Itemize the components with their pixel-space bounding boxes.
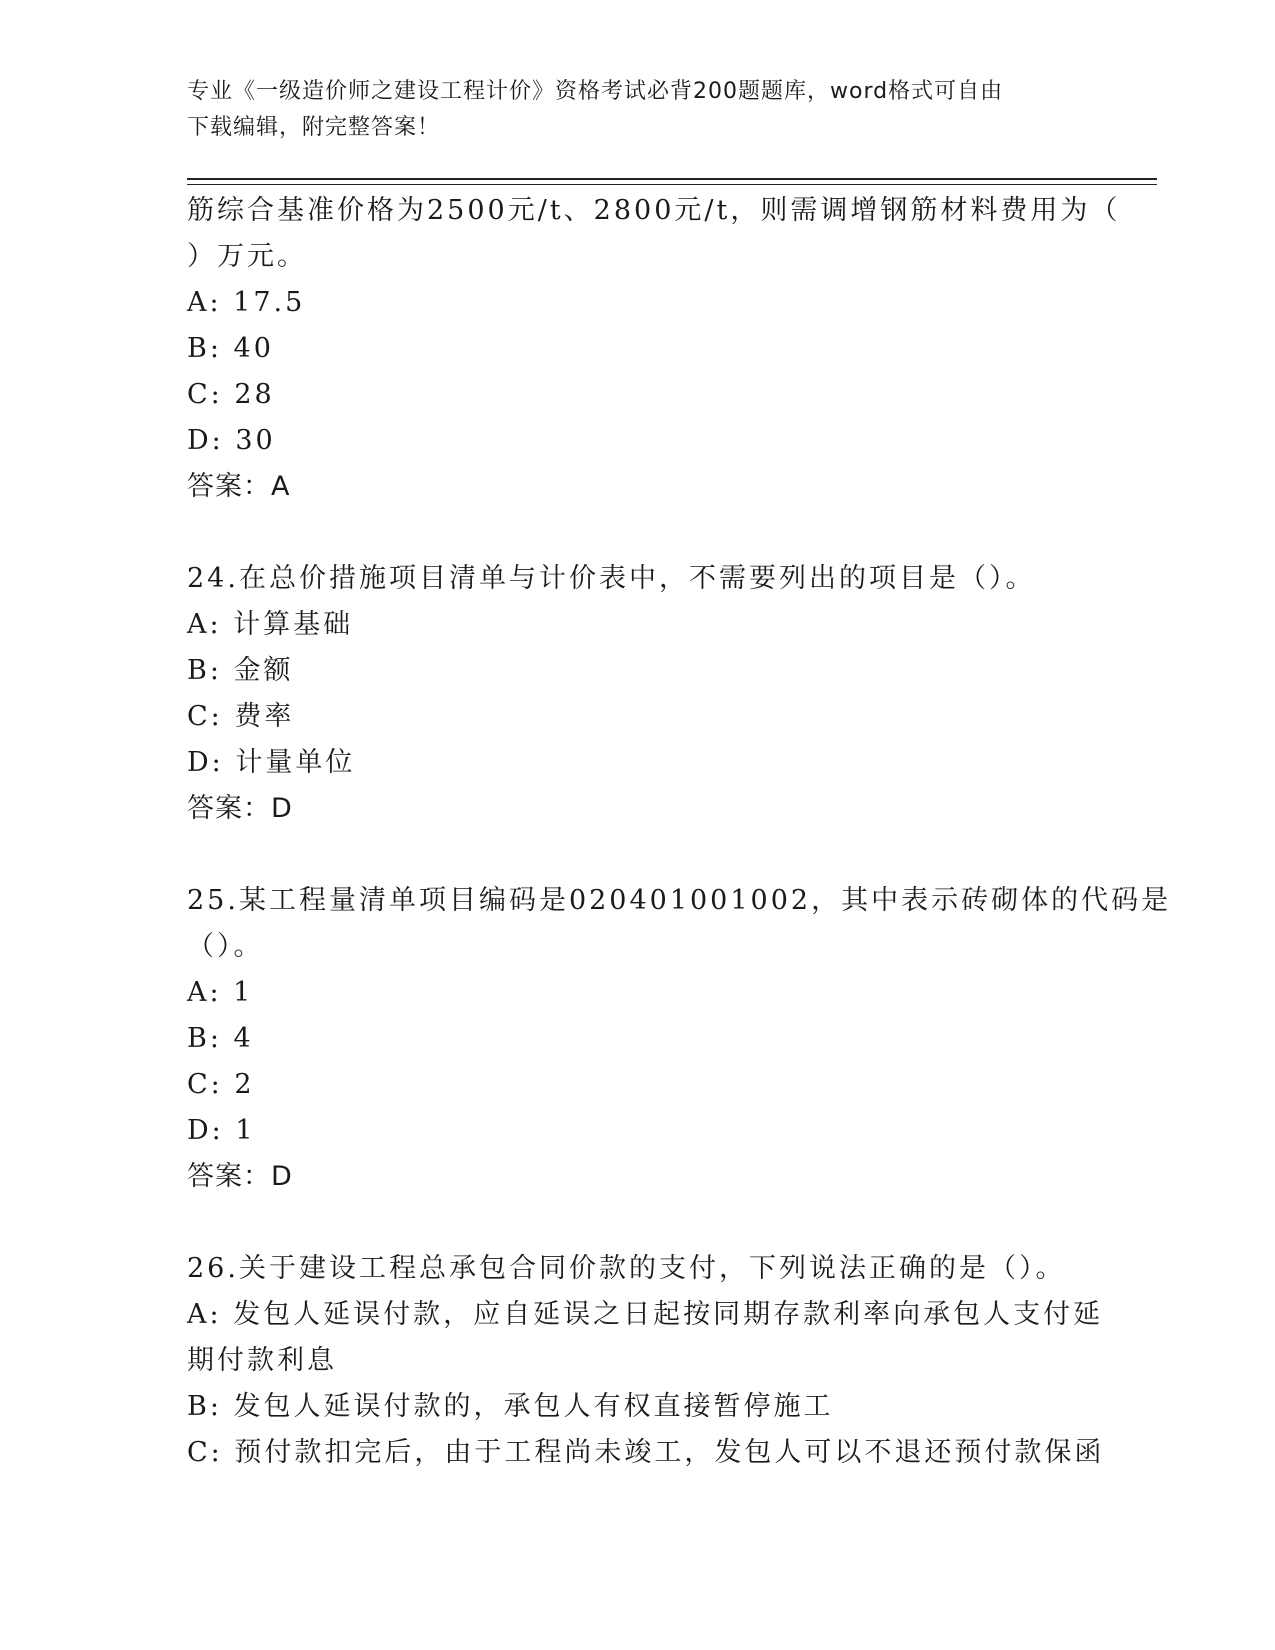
answer-line: 答案：A — [187, 471, 291, 502]
spacer — [187, 832, 1087, 878]
option-a: A: 发包人延误付款，应自延误之日起按同期存款利率向承包人支付延 — [187, 1299, 1104, 1330]
option-b: B: 4 — [187, 1023, 254, 1054]
option-a: A: 计算基础 — [187, 609, 354, 640]
option-c: C: 费率 — [187, 701, 295, 732]
question-25 — [187, 878, 1172, 1200]
header-rule-thick — [187, 178, 1157, 180]
answer-line: 答案：D — [187, 793, 293, 824]
question-list — [187, 188, 1172, 1476]
question-stem: ）万元。 — [187, 241, 307, 272]
question-stem: （）。 — [187, 931, 264, 962]
header-line-2: 下载编辑，附完整答案！ — [187, 115, 441, 140]
spacer — [187, 1200, 1087, 1246]
option-a-continued: 期付款利息 — [187, 1345, 337, 1376]
question-stem: 25.某工程量清单项目编码是020401001002，其中表示砖砌体的代码是 — [187, 885, 1172, 916]
option-d: D: 计量单位 — [187, 747, 356, 778]
option-d: D: 1 — [187, 1115, 256, 1146]
question-stem: 26.关于建设工程总承包合同价款的支付，下列说法正确的是（）。 — [187, 1253, 1066, 1284]
option-b: B: 发包人延误付款的，承包人有权直接暂停施工 — [187, 1391, 834, 1422]
answer-line: 答案：D — [187, 1161, 293, 1192]
option-d: D: 30 — [187, 425, 276, 456]
question-stem: 24.在总价措施项目清单与计价表中，不需要列出的项目是（）。 — [187, 563, 1036, 594]
document-header — [187, 74, 1087, 146]
option-c: C: 2 — [187, 1069, 255, 1100]
option-c: C: 28 — [187, 379, 275, 410]
option-c: C: 预付款扣完后，由于工程尚未竣工，发包人可以不退还预付款保函 — [187, 1437, 1105, 1468]
question-stem: 筋综合基准价格为2500元/t、2800元/t，则需调增钢筋材料费用为（ — [187, 195, 1121, 226]
option-a: A: 17.5 — [187, 287, 306, 318]
question-26 — [187, 1246, 1105, 1476]
option-a: A: 1 — [187, 977, 254, 1008]
option-b: B: 金额 — [187, 655, 294, 686]
question-24 — [187, 556, 1087, 832]
option-b: B: 40 — [187, 333, 274, 364]
question-23 — [187, 188, 1121, 510]
header-rule-thin — [187, 184, 1157, 185]
spacer — [187, 510, 1087, 556]
header-line-1: 专业《一级造价师之建设工程计价》资格考试必背200题题库，word格式可自由 — [187, 79, 1004, 104]
